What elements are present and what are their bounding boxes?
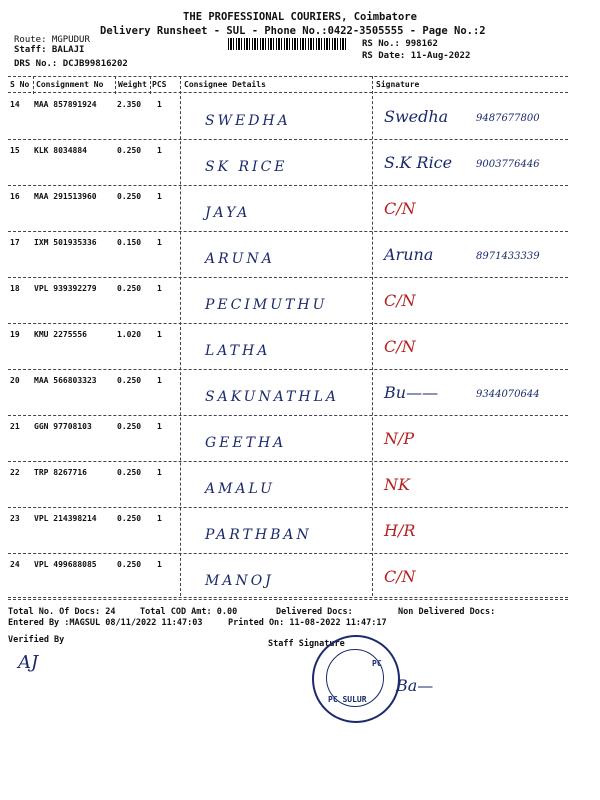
- row-consignee-name: ARUNA: [205, 251, 275, 267]
- col-divider: [115, 76, 116, 94]
- delivered-docs: Delivered Docs:: [276, 607, 353, 617]
- row-consignment-no: KMU 2275556: [34, 330, 87, 339]
- row-consignment-no: VPL 214398214: [34, 514, 97, 523]
- row-consignment-no: TRP 8267716: [34, 468, 87, 477]
- staff-signature-label: Staff Signature: [268, 639, 345, 649]
- row-pcs: 1: [157, 560, 162, 569]
- stamp-bottom-text: PC SULUR: [328, 695, 367, 704]
- row-weight: 0.150: [117, 238, 142, 247]
- company-title: THE PROFESSIONAL COURIERS, Coimbatore: [183, 11, 417, 23]
- row-sno: 20: [10, 376, 20, 385]
- table-header-rule: [8, 92, 568, 93]
- col-divider: [372, 76, 373, 596]
- row-signature: Bu——: [384, 383, 439, 402]
- row-consignment-no: VPL 499688085: [34, 560, 97, 569]
- total-docs: Total No. Of Docs: 24: [8, 607, 116, 617]
- row-pcs: 1: [157, 422, 162, 431]
- row-pcs: 1: [157, 100, 162, 109]
- col-header-sno: S No: [10, 80, 30, 89]
- row-separator: [8, 553, 568, 554]
- verified-signature: AJ: [18, 652, 39, 673]
- row-phone-number: 9344070644: [476, 389, 540, 400]
- row-weight: 2.350: [117, 100, 142, 109]
- row-phone-number: 9003776446: [476, 159, 540, 170]
- row-weight: 0.250: [117, 468, 142, 477]
- row-signature: NK: [384, 475, 410, 494]
- row-pcs: 1: [157, 468, 162, 477]
- row-signature: Aruna: [384, 245, 434, 264]
- entered-by: Entered By :MAGSUL 08/11/2022 11:47:03: [8, 618, 203, 628]
- row-sno: 16: [10, 192, 20, 201]
- row-consignment-no: GGN 97708103: [34, 422, 92, 431]
- row-consignee-name: SWEDHA: [205, 113, 291, 129]
- row-weight: 0.250: [117, 146, 142, 155]
- col-header-consignment: Consignment No: [36, 80, 104, 89]
- row-sno: 19: [10, 330, 20, 339]
- row-weight: 1.020: [117, 330, 142, 339]
- row-separator: [8, 185, 568, 186]
- row-consignment-no: VPL 939392279: [34, 284, 97, 293]
- col-divider: [33, 76, 34, 94]
- row-phone-number: 8971433339: [476, 251, 540, 262]
- row-weight: 0.250: [117, 192, 142, 201]
- stamp-top-text: PC: [372, 659, 382, 668]
- row-consignee-name: JAYA: [205, 205, 251, 221]
- row-consignee-name: AMALU: [205, 481, 275, 497]
- staff-signature: Ba—: [396, 676, 434, 695]
- row-signature: S.K Rice: [384, 153, 453, 172]
- row-consignee-name: MANOJ: [205, 573, 274, 589]
- row-signature: C/N: [384, 567, 416, 586]
- row-weight: 0.250: [117, 560, 142, 569]
- row-signature: C/N: [384, 199, 416, 218]
- runsheet-title: Delivery Runsheet - SUL - Phone No.:0422-3505555 - Page No.:2: [100, 25, 486, 37]
- drs-number: DRS No.: DCJB99816202: [14, 59, 128, 69]
- row-pcs: 1: [157, 514, 162, 523]
- col-divider: [180, 76, 181, 596]
- row-consignment-no: KLK 8034884: [34, 146, 87, 155]
- row-separator: [8, 599, 568, 600]
- row-consignee-name: SK RICE: [205, 159, 288, 175]
- row-signature: C/N: [384, 337, 416, 356]
- row-sno: 15: [10, 146, 20, 155]
- barcode: [228, 38, 348, 50]
- office-stamp: [312, 635, 400, 723]
- row-consignment-no: MAA 857891924: [34, 100, 97, 109]
- row-separator: [8, 277, 568, 278]
- row-pcs: 1: [157, 284, 162, 293]
- col-header-weight: Weight: [118, 80, 147, 89]
- row-pcs: 1: [157, 330, 162, 339]
- total-cod: Total COD Amt: 0.00: [140, 607, 238, 617]
- row-sno: 14: [10, 100, 20, 109]
- col-header-consignee: Consignee Details: [184, 80, 266, 89]
- rs-date: RS Date: 11-Aug-2022: [362, 51, 471, 61]
- row-weight: 0.250: [117, 284, 142, 293]
- row-signature: H/R: [384, 521, 416, 540]
- row-separator: [8, 231, 568, 232]
- verified-by-label: Verified By: [8, 635, 65, 645]
- row-weight: 0.250: [117, 514, 142, 523]
- row-sno: 23: [10, 514, 20, 523]
- row-pcs: 1: [157, 376, 162, 385]
- staff-label: Staff: BALAJI: [14, 45, 85, 55]
- col-header-pcs: PCS: [152, 80, 167, 89]
- row-sno: 17: [10, 238, 20, 247]
- non-delivered-docs: Non Delivered Docs:: [398, 607, 496, 617]
- row-signature: C/N: [384, 291, 416, 310]
- row-separator: [8, 323, 568, 324]
- row-signature: Swedha: [384, 107, 449, 126]
- row-separator: [8, 415, 568, 416]
- row-sno: 22: [10, 468, 20, 477]
- row-pcs: 1: [157, 192, 162, 201]
- row-signature: N/P: [384, 429, 415, 448]
- row-consignment-no: IXM 501935336: [34, 238, 97, 247]
- row-consignee-name: LATHA: [205, 343, 271, 359]
- row-separator: [8, 507, 568, 508]
- route-label: Route: MGPUDUR: [14, 35, 90, 45]
- row-phone-number: 9487677800: [476, 113, 540, 124]
- row-separator: [8, 461, 568, 462]
- col-divider: [150, 76, 151, 94]
- col-header-signature: Signature: [376, 80, 420, 89]
- row-consignee-name: GEETHA: [205, 435, 287, 451]
- row-weight: 0.250: [117, 422, 142, 431]
- row-consignment-no: MAA 291513960: [34, 192, 97, 201]
- row-weight: 0.250: [117, 376, 142, 385]
- rs-number: RS No.: 998162: [362, 39, 438, 49]
- printed-on: Printed On: 11-08-2022 11:47:17: [228, 618, 387, 628]
- row-consignee-name: SAKUNATHLA: [205, 389, 340, 405]
- row-sno: 21: [10, 422, 20, 431]
- row-consignee-name: PARTHBAN: [205, 527, 312, 543]
- table-bottom-rule: [8, 597, 568, 598]
- table-top-rule: [8, 76, 568, 77]
- row-consignee-name: PECIMUTHU: [205, 297, 328, 313]
- row-separator: [8, 369, 568, 370]
- row-consignment-no: MAA 566803323: [34, 376, 97, 385]
- row-sno: 18: [10, 284, 20, 293]
- row-pcs: 1: [157, 238, 162, 247]
- row-separator: [8, 139, 568, 140]
- row-pcs: 1: [157, 146, 162, 155]
- row-sno: 24: [10, 560, 20, 569]
